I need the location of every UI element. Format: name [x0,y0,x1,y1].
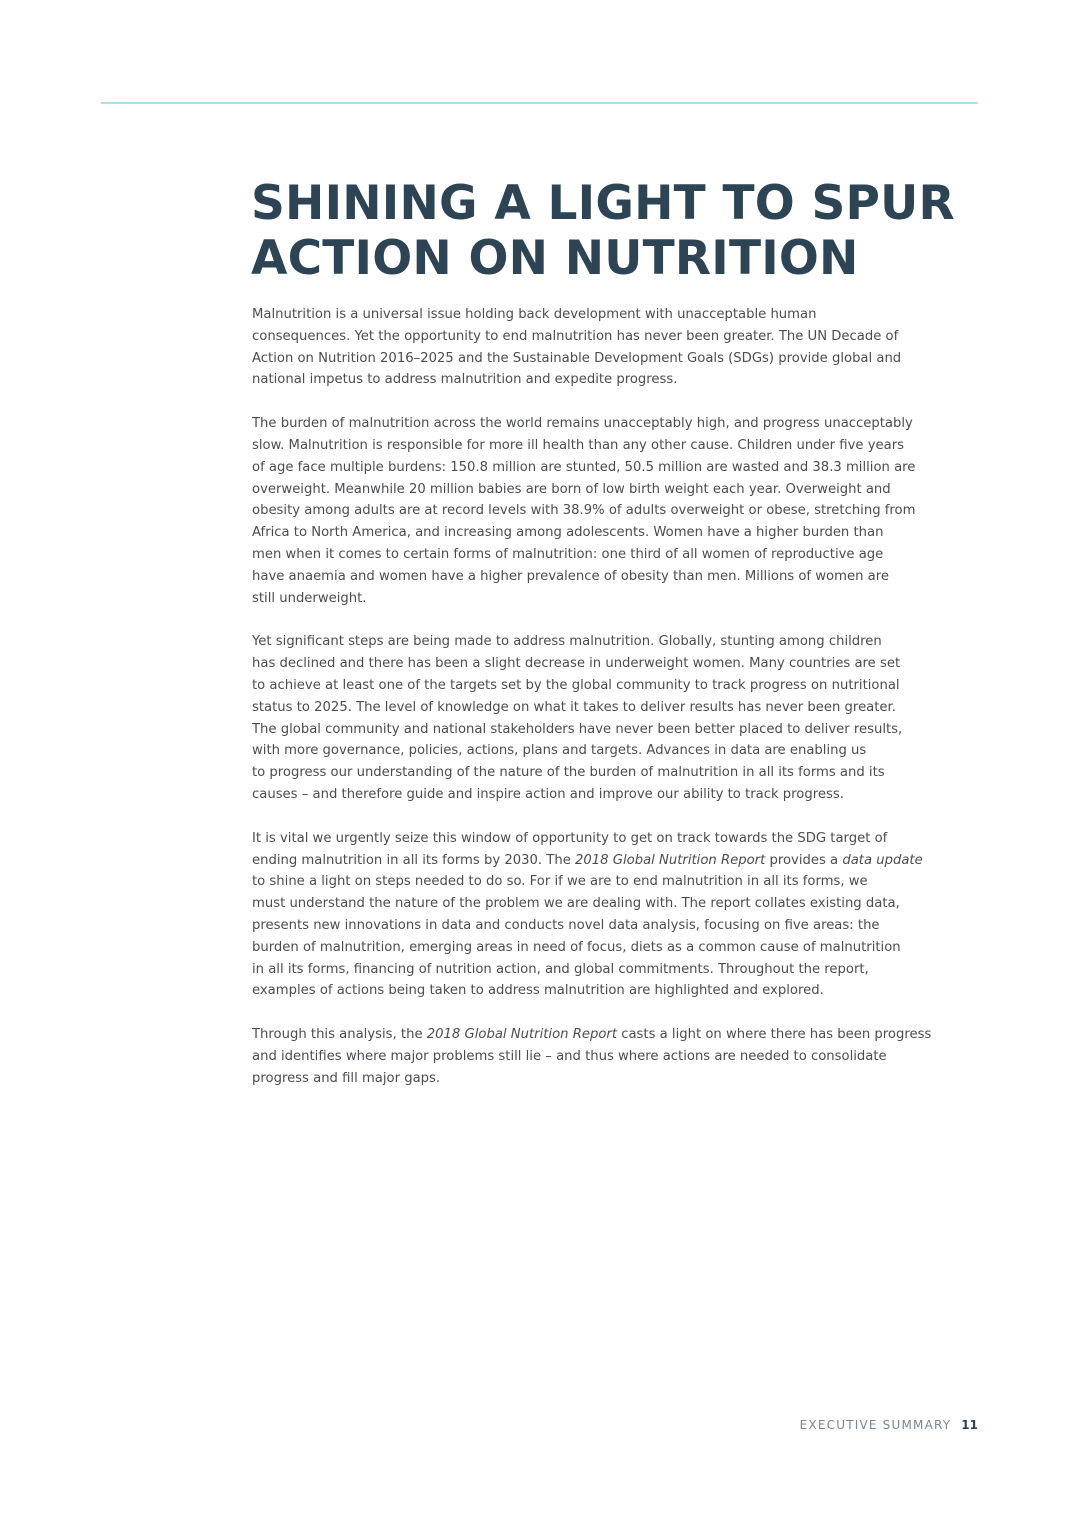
text-line: causes – and therefore guide and inspire action and improve our ability to track progress. [252,786,844,802]
text-line [252,850,978,872]
text-line: examples of actions being taken to address malnutrition are highlighted and explored. [252,983,824,999]
text-line: of age face multiple burdens: 150.8 million are stunted, 50.5 million are wasted and 38.3 million are [252,459,916,475]
text-line: burden of malnutrition, emerging areas in need of focus, diets as a common cause of malnutrition [252,939,901,955]
text-line: slow. Malnutrition is responsible for more ill health than any other cause. Children under five years [252,437,904,453]
text-line: must understand the nature of the problem we are dealing with. The report collates existing data, [252,896,900,912]
text-line: Malnutrition is a universal issue holding back development with unacceptable human [252,307,817,322]
paragraph-1 [252,304,978,391]
paragraph-4 [252,828,978,1002]
text-line: progress and fill major gaps. [252,1070,441,1086]
text-segment: ending malnutrition in all its forms by 2030. The [252,852,575,868]
text-line: The global community and national stakeholders have never been better placed to deliver results, [252,721,903,737]
text-line: Action on Nutrition 2016–2025 and the Sustainable Development Goals (SDGs) provide global and [252,350,902,366]
text-line: still underweight. [252,590,367,606]
text-line: and identifies where major problems still lie – and thus where actions are needed to consolidate [252,1048,887,1064]
paragraph-2 [252,413,978,609]
text-line: national impetus to address malnutrition and expedite progress. [252,372,678,388]
text-line: in all its forms, financing of nutrition action, and global commitments. Throughout the report, [252,961,869,977]
text-line: Africa to North America, and increasing among adolescents. Women have a higher burden than [252,525,884,541]
text-line: The burden of malnutrition across the world remains unacceptably high, and progress unacceptably [252,416,913,432]
data-update-italic: data update [842,852,923,868]
page-title-line-1: SHINING A LIGHT TO SPUR [251,176,955,231]
text-line: presents new innovations in data and conducts novel data analysis, focusing on five areas: the [252,917,880,933]
text-line: obesity among adults are at record levels with 38.9% of adults overweight or obese, stretching from [252,503,916,519]
top-divider [101,102,978,104]
paragraph-3 [252,631,978,805]
text-line: Yet significant steps are being made to address malnutrition. Globally, stunting among children [252,634,882,650]
text-line: overweight. Meanwhile 20 million babies are born of low birth weight each year. Overweight and [252,481,891,497]
paragraph-5 [252,1024,978,1089]
text-segment: Through this analysis, the [252,1027,427,1043]
text-line: to progress our understanding of the nature of the burden of malnutrition in all its forms and its [252,765,885,781]
text-line [252,1024,978,1046]
text-line: men when it comes to certain forms of malnutrition: one third of all women of reproductive age [252,546,884,562]
text-line: have anaemia and women have a higher prevalence of obesity than men. Millions of women are [252,568,889,584]
page-title [251,176,1011,286]
body-text [252,304,978,1112]
text-line: with more governance, policies, actions, plans and targets. Advances in data are enabling us [252,743,867,759]
text-line: It is vital we urgently seize this window of opportunity to get on track towards the SDG target of [252,830,888,846]
text-line: to achieve at least one of the targets set by the global community to track progress on nutritional [252,677,900,693]
text-line: status to 2025. The level of knowledge on what it takes to deliver results has never been greater. [252,699,896,715]
text-line: has declined and there has been a slight decrease in underweight women. Many countries are set [252,656,901,672]
text-segment: casts a light on where there has been progress [617,1027,932,1043]
page-title-line-2: ACTION ON NUTRITION [251,231,859,286]
report-title-italic: 2018 Global Nutrition Report [426,1027,618,1043]
text-line: to shine a light on steps needed to do so. For if we are to end malnutrition in all its forms, we [252,874,868,890]
page-footer [800,1418,978,1432]
footer-section-label: EXECUTIVE SUMMARY [799,1418,952,1432]
text-line: consequences. Yet the opportunity to end malnutrition has never been greater. The UN Decade of [252,328,899,344]
report-title-italic: 2018 Global Nutrition Report [575,852,766,868]
text-segment: provides a [765,852,843,868]
page-number: 11 [961,1418,978,1432]
